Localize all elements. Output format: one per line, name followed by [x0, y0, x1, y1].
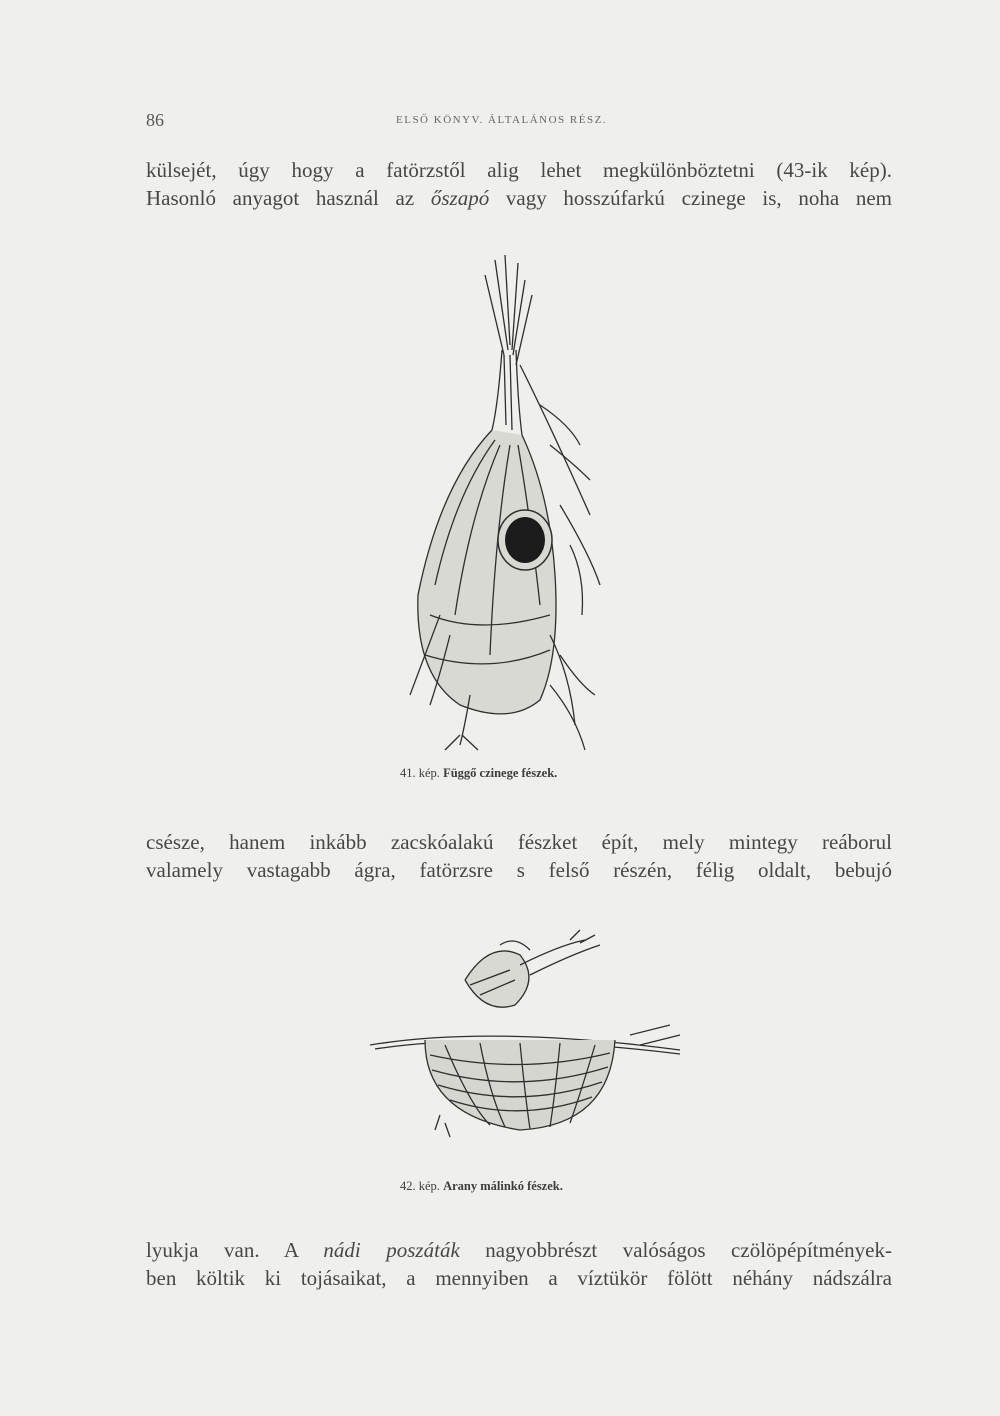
text-run: Hasonló anyagot használ az [146, 186, 431, 210]
oriole-nest-drawing [370, 925, 690, 1150]
running-head: ELSŐ KÖNYV. ÁLTALÁNOS RÉSZ. [396, 114, 608, 126]
figure-41-caption [400, 766, 557, 781]
italic-term: őszapó [430, 186, 490, 210]
italic-term: nádi poszáták [323, 1238, 460, 1262]
paragraph-1-line-1: külsejét, úgy hogy a fatörzstől alig lehet megkülönböztetni (43-ik kép). [146, 158, 892, 182]
caption-title: Arany málinkó fészek. [443, 1179, 563, 1193]
paragraph-1 [146, 156, 892, 212]
paragraph-3 [146, 1236, 892, 1292]
paragraph-3-line-1 [146, 1236, 892, 1264]
paragraph-2-line-2: valamely vastagabb ágra, fatörzsre s felső részén, félig oldalt, bebujó [146, 858, 892, 882]
figure-42-oriole-nest-illustration [370, 925, 690, 1150]
text-run: vagy hosszúfarkú czinege is, noha nem [489, 186, 892, 210]
paragraph-1-line-2 [146, 184, 892, 212]
paragraph-2-line-1: csésze, hanem inkább zacskóalakú fészket épít, mely mintegy reáborul [146, 830, 892, 854]
text-run: nagyobbrészt valóságos czölöpépítmények- [459, 1238, 892, 1262]
page-header [146, 110, 892, 134]
text-run: lyukja van. A [146, 1238, 324, 1262]
figure-41-hanging-nest-illustration [400, 255, 620, 755]
caption-title: Függő czinege fészek. [443, 766, 558, 780]
caption-number: 42. kép. [400, 1179, 440, 1193]
hanging-nest-drawing [400, 255, 620, 755]
paragraph-3-line-2: ben költik ki tojásaikat, a mennyiben a víztükör fölött néhány nádszálra [146, 1266, 892, 1290]
paragraph-2 [146, 828, 892, 884]
caption-number: 41. kép. [400, 766, 440, 780]
page-number: 86 [146, 110, 164, 130]
figure-42-caption [400, 1179, 563, 1194]
